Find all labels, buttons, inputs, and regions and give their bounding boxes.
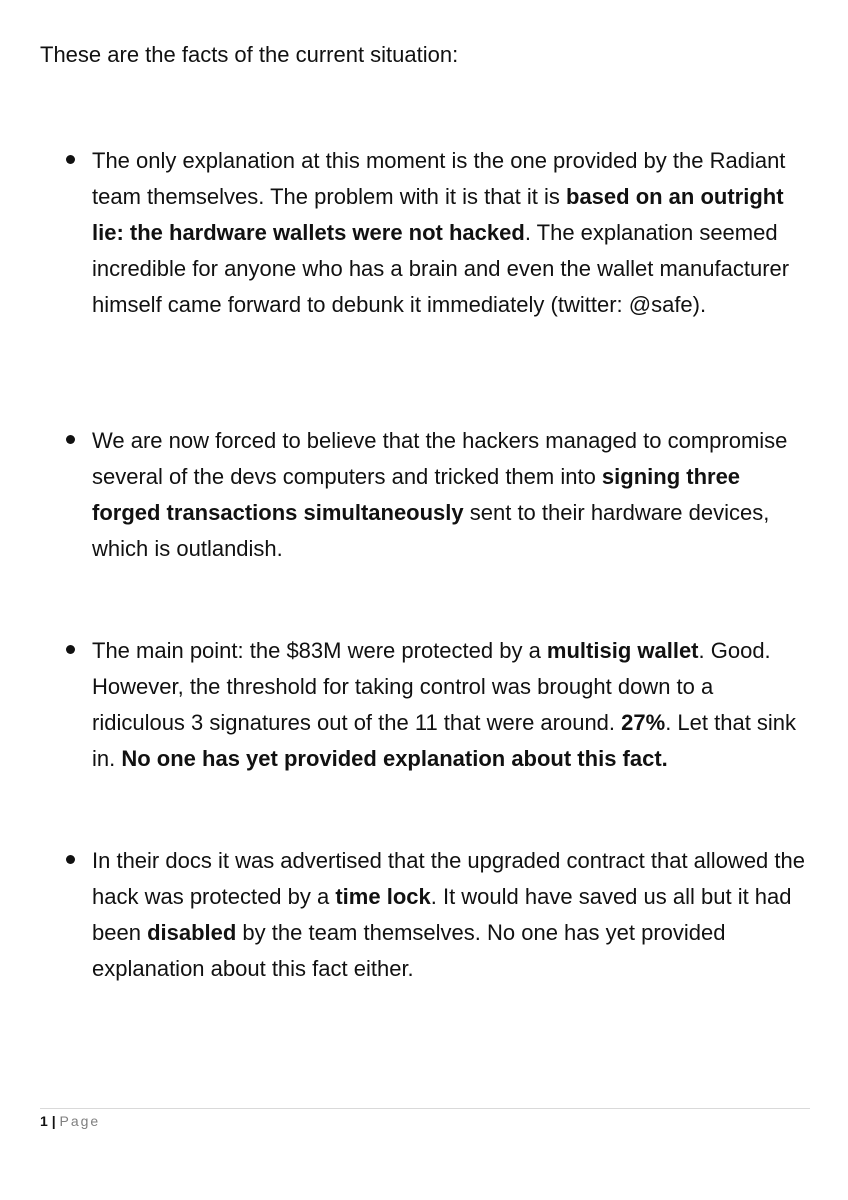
body-text: The only explanation at this moment is the one provided by the Radiant team themselves. The problem with it is that it is xyxy=(92,148,786,209)
fact-text xyxy=(92,143,812,323)
page-number: 1 xyxy=(40,1113,48,1129)
body-text: . It would have saved us all but it had been xyxy=(92,884,792,945)
body-text: The main point: the $83M were protected by a xyxy=(92,638,547,663)
bullet-dot-icon xyxy=(66,155,75,164)
footer-divider xyxy=(40,1108,810,1109)
body-text: sent to their hardware devices, which is outlandish. xyxy=(92,500,770,561)
emphasis-text: multisig wallet xyxy=(546,638,699,663)
body-text: by the team themselves. No one has yet provided explanation about this fact either. xyxy=(92,920,726,981)
bullet-dot-icon xyxy=(66,435,75,444)
page-label: Page xyxy=(59,1113,101,1129)
emphasis-text: 27% xyxy=(621,710,666,735)
body-text: . The explanation seemed incredible for anyone who has a brain and even the wallet manufacturer himself came forward to debunk it immediately (twitter: @safe). xyxy=(92,220,790,317)
emphasis-text: based on an outright lie: the hardware wallets were not hacked xyxy=(92,184,784,245)
intro-paragraph: These are the facts of the current situation: xyxy=(40,42,459,67)
body-text: We are now forced to believe that the hackers managed to compromise several of the devs computers and tricked them into xyxy=(92,428,788,489)
emphasis-text: time lock xyxy=(335,884,431,909)
fact-text xyxy=(92,843,812,987)
body-text: . Let that sink in. xyxy=(92,710,797,771)
emphasis-text: signing three forged transactions simultaneously xyxy=(92,464,741,525)
emphasis-text: No one has yet provided explanation about this fact. xyxy=(121,746,668,771)
fact-text xyxy=(92,633,812,777)
footer-separator: | xyxy=(51,1113,56,1129)
bullet-dot-icon xyxy=(66,645,75,654)
body-text: . Good. However, the threshold for taking control was brought down to a ridiculous 3 signatures out of the 11 that were around. xyxy=(92,638,771,735)
body-text: In their docs it was advertised that the upgraded contract that allowed the hack was protected by a xyxy=(92,848,805,909)
bullet-dot-icon xyxy=(66,855,75,864)
page-footer xyxy=(40,1112,100,1130)
fact-text xyxy=(92,423,812,567)
emphasis-text: disabled xyxy=(147,920,237,945)
